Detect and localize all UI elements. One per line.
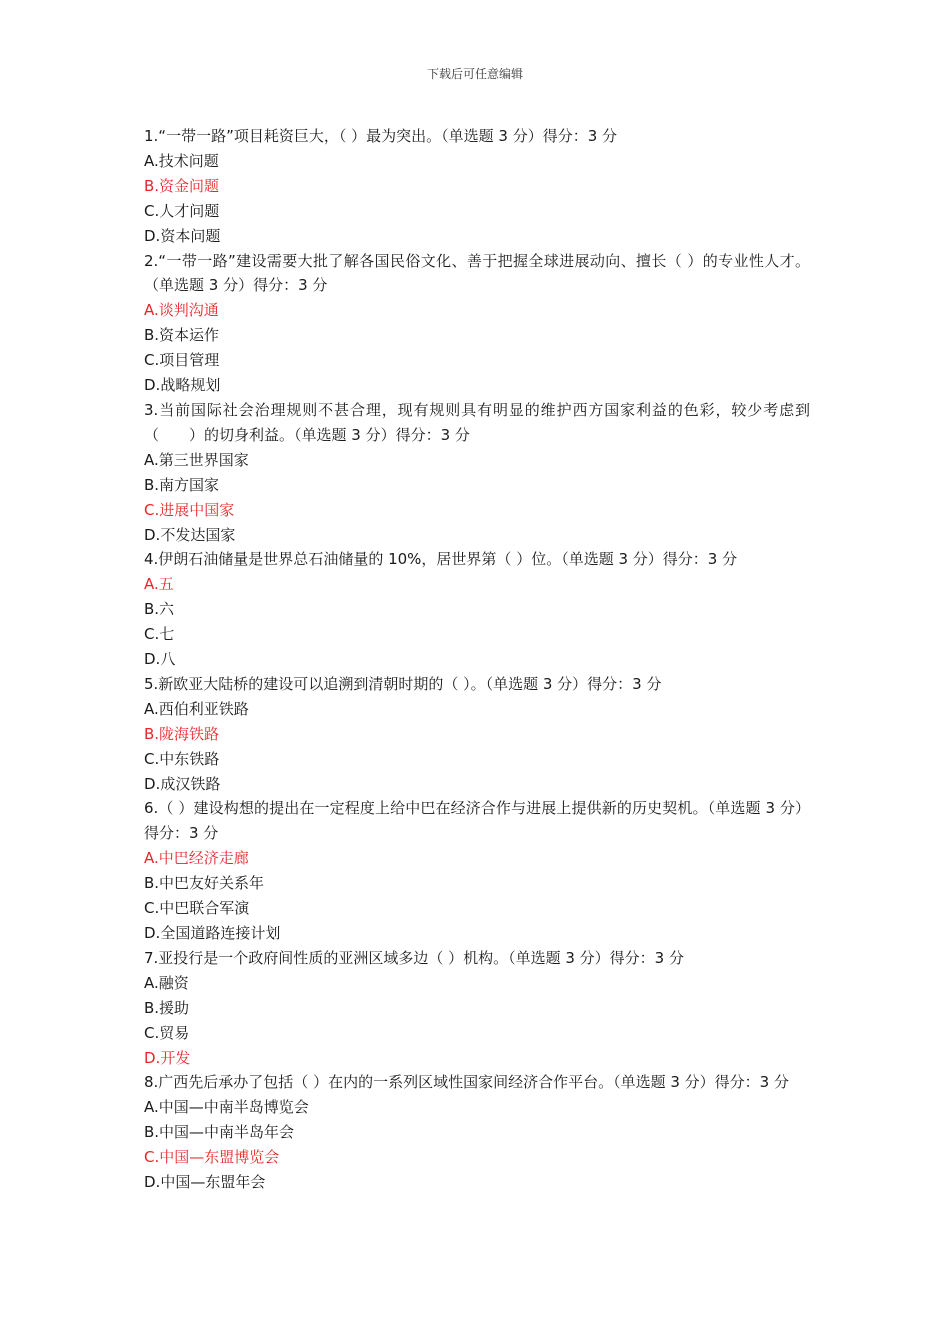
option-c: C.七 — [144, 625, 175, 644]
question-1 — [144, 124, 810, 249]
option-d: D.八 — [144, 650, 176, 669]
option-c: C.贸易 — [144, 1023, 190, 1042]
option-c-correct: C.进展中国家 — [144, 500, 235, 519]
option-c-correct: C.中国—东盟博览会 — [144, 1148, 280, 1167]
option-d: D.资本问题 — [144, 226, 221, 245]
page-header: 下载后可任意编辑 — [426, 67, 523, 81]
question-3 — [144, 398, 810, 547]
option-b: B.援助 — [144, 998, 190, 1017]
option-c: C.人才问题 — [144, 201, 220, 220]
option-b-correct: B.陇海铁路 — [144, 724, 220, 743]
option-b: B.中巴友好关系年 — [144, 874, 265, 893]
option-d: D.成汉铁路 — [144, 774, 221, 793]
question-text: 6.（ ）建设构想的提出在一定程度上给中巴在经济合作与进展上提供新的历史契机。（单选题 3 分）得分：3 分 — [144, 799, 810, 843]
question-2 — [144, 249, 810, 398]
question-text: 2.“一带一路”建设需要大批了解各国民俗文化、善于把握全球进展动向、擅长（ ）的专业性人才。（单选题 3 分）得分：3 分 — [144, 251, 810, 295]
option-a: A.第三世界国家 — [144, 450, 249, 469]
question-text: 5.新欧亚大陆桥的建设可以追溯到清朝时期的（ ）。（单选题 3 分）得分：3 分 — [144, 674, 662, 693]
question-6 — [144, 796, 810, 945]
option-b: B.南方国家 — [144, 475, 220, 494]
option-a: A.中国—中南半岛博览会 — [144, 1098, 309, 1117]
question-4 — [144, 547, 810, 672]
option-a-correct: A.中巴经济走廊 — [144, 849, 249, 868]
option-b: B.资本运作 — [144, 326, 220, 345]
question-text: 1.“一带一路”项目耗资巨大，（ ）最为突出。（单选题 3 分）得分：3 分 — [144, 127, 618, 145]
option-d: D.中国—东盟年会 — [144, 1173, 266, 1192]
question-8 — [144, 1070, 810, 1195]
question-text: 3.当前国际社会治理规则不甚合理，现有规则具有明显的维护西方国家利益的色彩，较少考虑到（ ）的切身利益。（单选题 3 分）得分：3 分 — [144, 400, 810, 444]
option-d: D.战略规划 — [144, 376, 221, 395]
option-b: B.中国—中南半岛年会 — [144, 1123, 295, 1142]
option-b: B.六 — [144, 600, 175, 619]
question-list — [144, 124, 810, 1195]
option-a-correct: A.谈判沟通 — [144, 301, 219, 320]
question-text: 4.伊朗石油储量是世界总石油储量的 10%，居世界第（ ）位。（单选题 3 分）得分：3 分 — [144, 550, 738, 569]
option-d-correct: D.开发 — [144, 1048, 191, 1067]
option-a-correct: A.五 — [144, 575, 174, 594]
question-text: 7.亚投行是一个政府间性质的亚洲区域多边（ ）机构。（单选题 3 分）得分：3 分 — [144, 948, 684, 967]
question-text: 8.广西先后承办了包括（ ）在内的一系列区域性国家间经济合作平台。（单选题 3 分）得分：3 分 — [144, 1073, 789, 1092]
option-c: C.中东铁路 — [144, 749, 220, 768]
option-c: C.项目管理 — [144, 351, 220, 370]
option-a: A.融资 — [144, 973, 189, 992]
question-7 — [144, 946, 810, 1071]
question-5 — [144, 672, 810, 797]
option-d: D.全国道路连接计划 — [144, 924, 281, 942]
option-c: C.中巴联合军演 — [144, 899, 250, 918]
option-a: A.西伯利亚铁路 — [144, 699, 249, 718]
option-b-correct: B.资金问题 — [144, 176, 220, 195]
option-d: D.不发达国家 — [144, 525, 236, 544]
option-a: A.技术问题 — [144, 151, 219, 170]
